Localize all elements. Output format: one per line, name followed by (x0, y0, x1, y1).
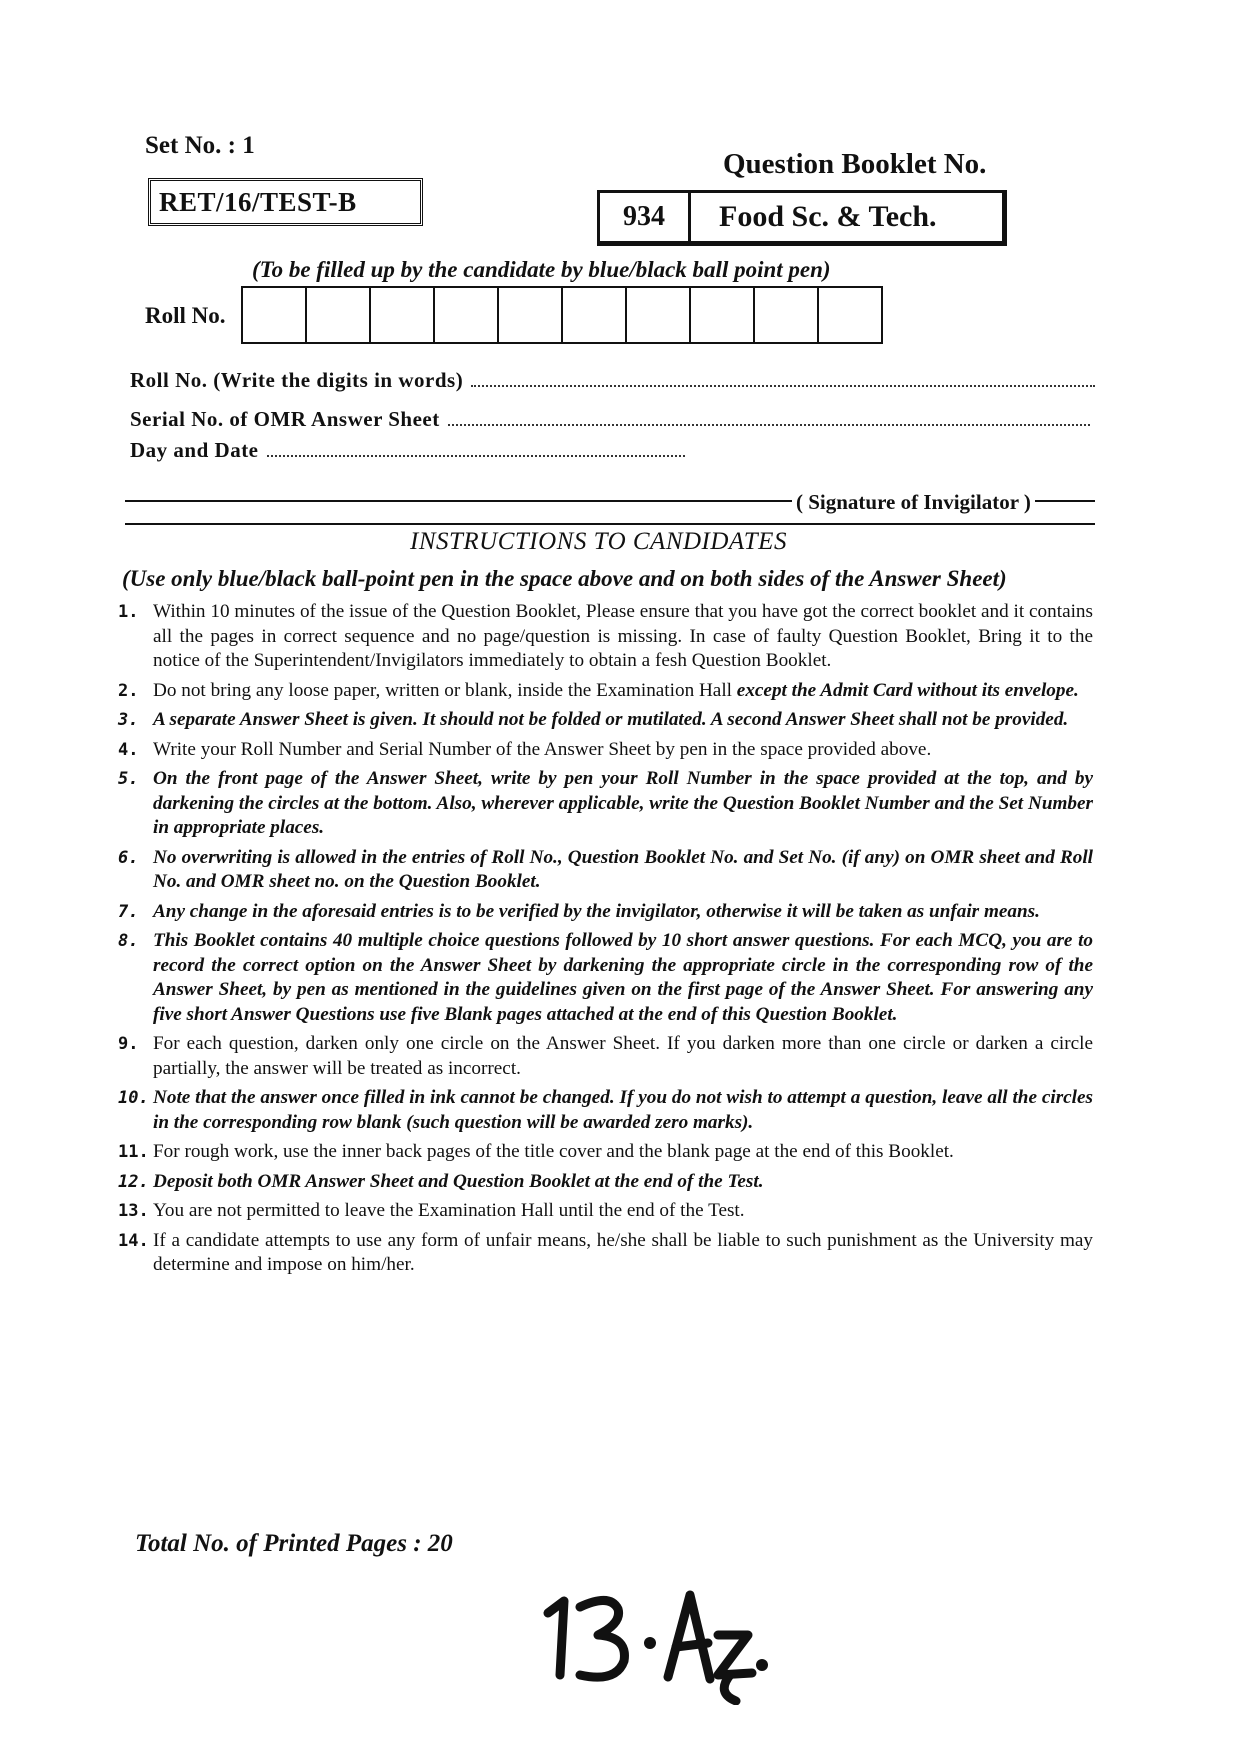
invigilator-signature-label: ( Signature of Invigilator ) (792, 490, 1035, 515)
roll-in-words-field[interactable] (130, 368, 1095, 393)
instruction-item: 2. Do not bring any loose paper, written or blank, inside the Examination Hall except the Admit Card without its envelope. (118, 679, 1079, 701)
subject-name: Food Sc. & Tech. (719, 200, 937, 233)
roll-digit-box[interactable] (753, 286, 819, 344)
instructions-note: (Use only blue/black ball-point pen in the space above and on both sides of the Answer Sheet) (122, 566, 1007, 591)
instruction-item: 13. You are not permitted to leave the Examination Hall until the end of the Test. (118, 1200, 745, 1221)
question-booklet-label: Question Booklet No. (723, 148, 987, 180)
instruction-item: 7. Any change in the aforesaid entries is to be verified by the invigilator, otherwise it will be taken as unfair means. (118, 900, 1040, 922)
day-date-field[interactable] (130, 438, 685, 463)
instructions-title: INSTRUCTIONS TO CANDIDATES (410, 528, 787, 555)
test-code-box: RET/16/TEST-B (148, 178, 423, 226)
instruction-item: 14. If a candidate attempts to use any form of unfair means, he/she shall be liable to such punishment as the University may determine and impose on him/her. (118, 1229, 1093, 1275)
instruction-item: 5. On the front page of the Answer Sheet, write by pen your Roll Number in the space provided at the top, and by darkening the circles at the bottom. Also, wherever applicable, write the Question Booklet Number and the Set Number in appropriate places. (118, 768, 1093, 838)
omr-serial-label: Serial No. of OMR Answer Sheet (130, 407, 440, 431)
instruction-item: 11. For rough work, use the inner back pages of the title cover and the blank page at the end of this Booklet. (118, 1141, 954, 1162)
handwritten-annotation (540, 1575, 770, 1705)
instruction-item: 1. Within 10 minutes of the issue of the Question Booklet, Please ensure that you have got the correct booklet and it contains all the pages in correct sequence and no page/question is missing. In case of faulty Question Booklet, Bring it to the notice of the Superintendent/Invigilators immediately to obtain a fesh Question Booklet. (118, 601, 1093, 671)
instruction-item: 12. Deposit both OMR Answer Sheet and Question Booklet at the end of the Test. (118, 1170, 764, 1192)
roll-digit-box[interactable] (625, 286, 691, 344)
roll-digit-box[interactable] (305, 286, 371, 344)
instructions-list (118, 600, 1093, 1283)
section-divider (125, 523, 1095, 525)
question-booklet-box (597, 190, 1007, 246)
booklet-number: 934 (600, 193, 691, 241)
set-number: Set No. : 1 (145, 132, 255, 159)
instruction-item: 10. Note that the answer once filled in ink cannot be changed. If you do not wish to attempt a question, leave all the circles in the corresponding row blank (such question will be awarded zero marks). (118, 1087, 1093, 1133)
day-date-label: Day and Date (130, 438, 259, 462)
instruction-item: 3. A separate Answer Sheet is given. It should not be folded or mutilated. A second Answer Sheet shall not be provided. (118, 709, 1069, 730)
dotted-line (448, 423, 1090, 426)
roll-digit-box[interactable] (433, 286, 499, 344)
fill-instruction: (To be filled up by the candidate by blue/black ball point pen) (252, 257, 831, 282)
instruction-item: 9. For each question, darken only one circle on the Answer Sheet. If you darken more than one circle or darken a circle partially, the answer will be treated as incorrect. (118, 1033, 1093, 1079)
roll-number-boxes (243, 286, 883, 344)
instruction-item: 4. Write your Roll Number and Serial Number of the Answer Sheet by pen in the space provided above. (118, 738, 932, 760)
roll-number-label: Roll No. (145, 303, 226, 328)
instruction-item: 6. No overwriting is allowed in the entries of Roll No., Question Booklet No. and Set No. (if any) on OMR sheet and Roll No. and OMR sheet no. on the Question Booklet. (118, 846, 1093, 892)
dotted-line (471, 384, 1095, 387)
instruction-item: 8. This Booklet contains 40 multiple choice questions followed by 10 short answer questions. For each MCQ, you are to record the correct option on the Answer Sheet by darkening the appropriate circle in the corresponding row of the Answer Sheet, by pen as mentioned in the guidelines given on the first page of the Answer Sheet. For answering any five short Answer Questions use five Blank pages attached at the end of this Question Booklet. (118, 930, 1093, 1025)
roll-digit-box[interactable] (689, 286, 755, 344)
roll-digit-box[interactable] (241, 286, 307, 344)
roll-in-words-label: Roll No. (Write the digits in words) (130, 368, 464, 392)
roll-digit-box[interactable] (561, 286, 627, 344)
roll-digit-box[interactable] (817, 286, 883, 344)
dotted-line (267, 454, 685, 457)
omr-serial-field[interactable] (130, 407, 1090, 432)
roll-digit-box[interactable] (497, 286, 563, 344)
total-printed-pages: Total No. of Printed Pages : 20 (135, 1530, 453, 1557)
roll-digit-box[interactable] (369, 286, 435, 344)
